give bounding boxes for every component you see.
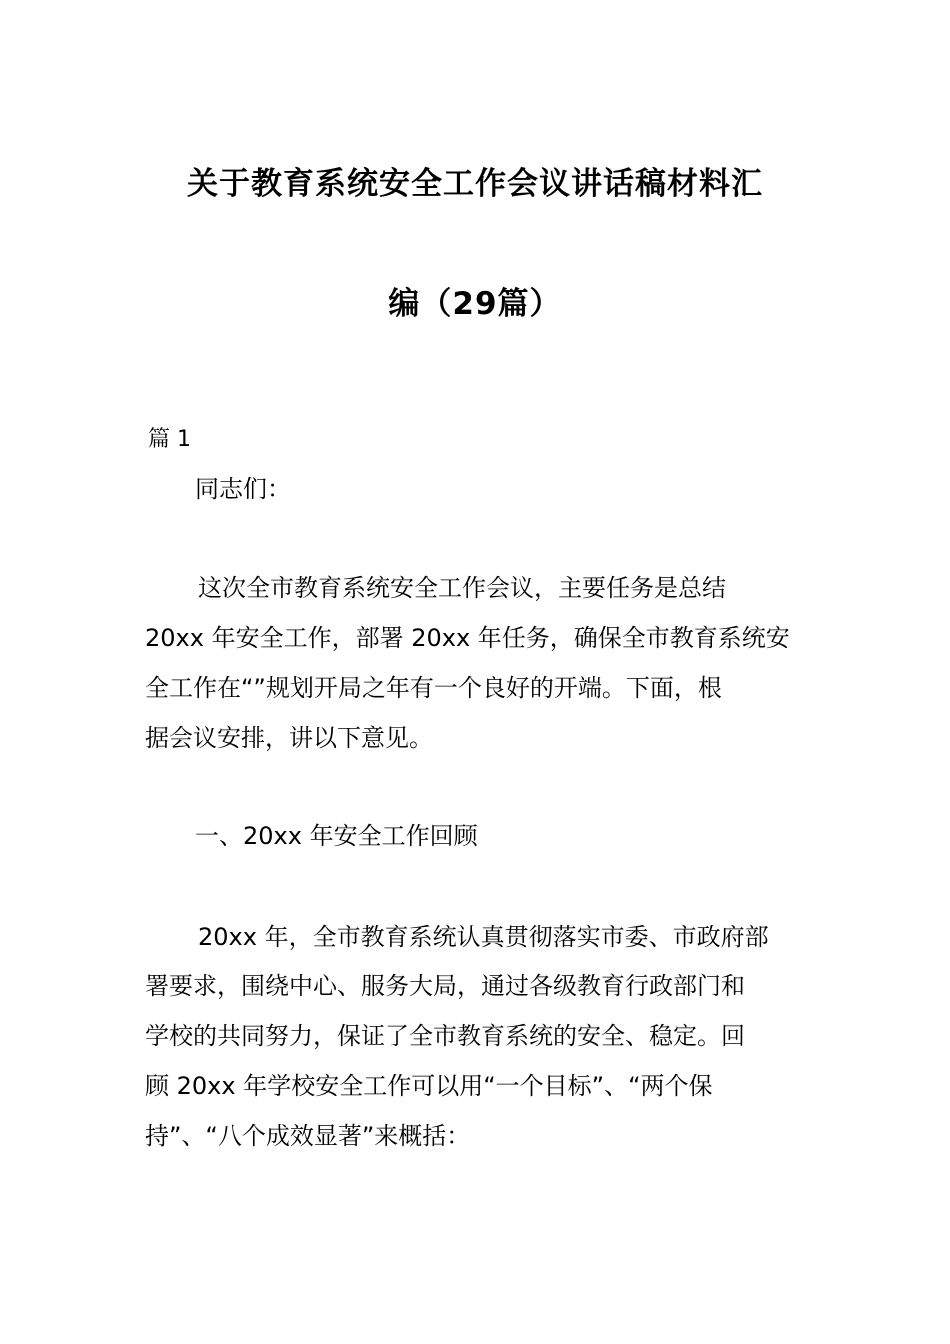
paragraph-2-line-2: 署要求，围绕中心、服务大局，通过各级教育行政部门和 [145, 972, 745, 1000]
section-1-heading: 一、20xx 年安全工作回顾 [195, 822, 478, 850]
paragraph-2-line-5: 持”、“八个成效显著”来概括： [145, 1122, 471, 1150]
document-title-line-2: 编（29篇） [388, 286, 562, 322]
paragraph-2-line-1: 20xx 年，全市教育系统认真贯彻落实市委、市政府部 [198, 923, 769, 951]
salutation: 同志们： [195, 475, 291, 503]
paragraph-2-line-4: 顾 20xx 年学校安全工作可以用“一个目标”、“两个保 [145, 1072, 713, 1100]
paragraph-1-line-4: 据会议安排，讲以下意见。 [145, 724, 433, 752]
paragraph-2-line-3: 学校的共同努力，保证了全市教育系统的安全、稳定。回 [145, 1022, 745, 1050]
paragraph-1-line-3: 全工作在“”规划开局之年有一个良好的开端。下面，根 [145, 674, 722, 702]
paragraph-1-line-1: 这次全市教育系统安全工作会议，主要任务是总结 [198, 574, 726, 602]
document-title-line-1: 关于教育系统安全工作会议讲话稿材料汇 [187, 166, 763, 202]
paragraph-1-line-2: 20xx 年安全工作，部署 20xx 年任务，确保全市教育系统安 [145, 624, 790, 652]
chapter-label: 篇 1 [148, 427, 191, 452]
